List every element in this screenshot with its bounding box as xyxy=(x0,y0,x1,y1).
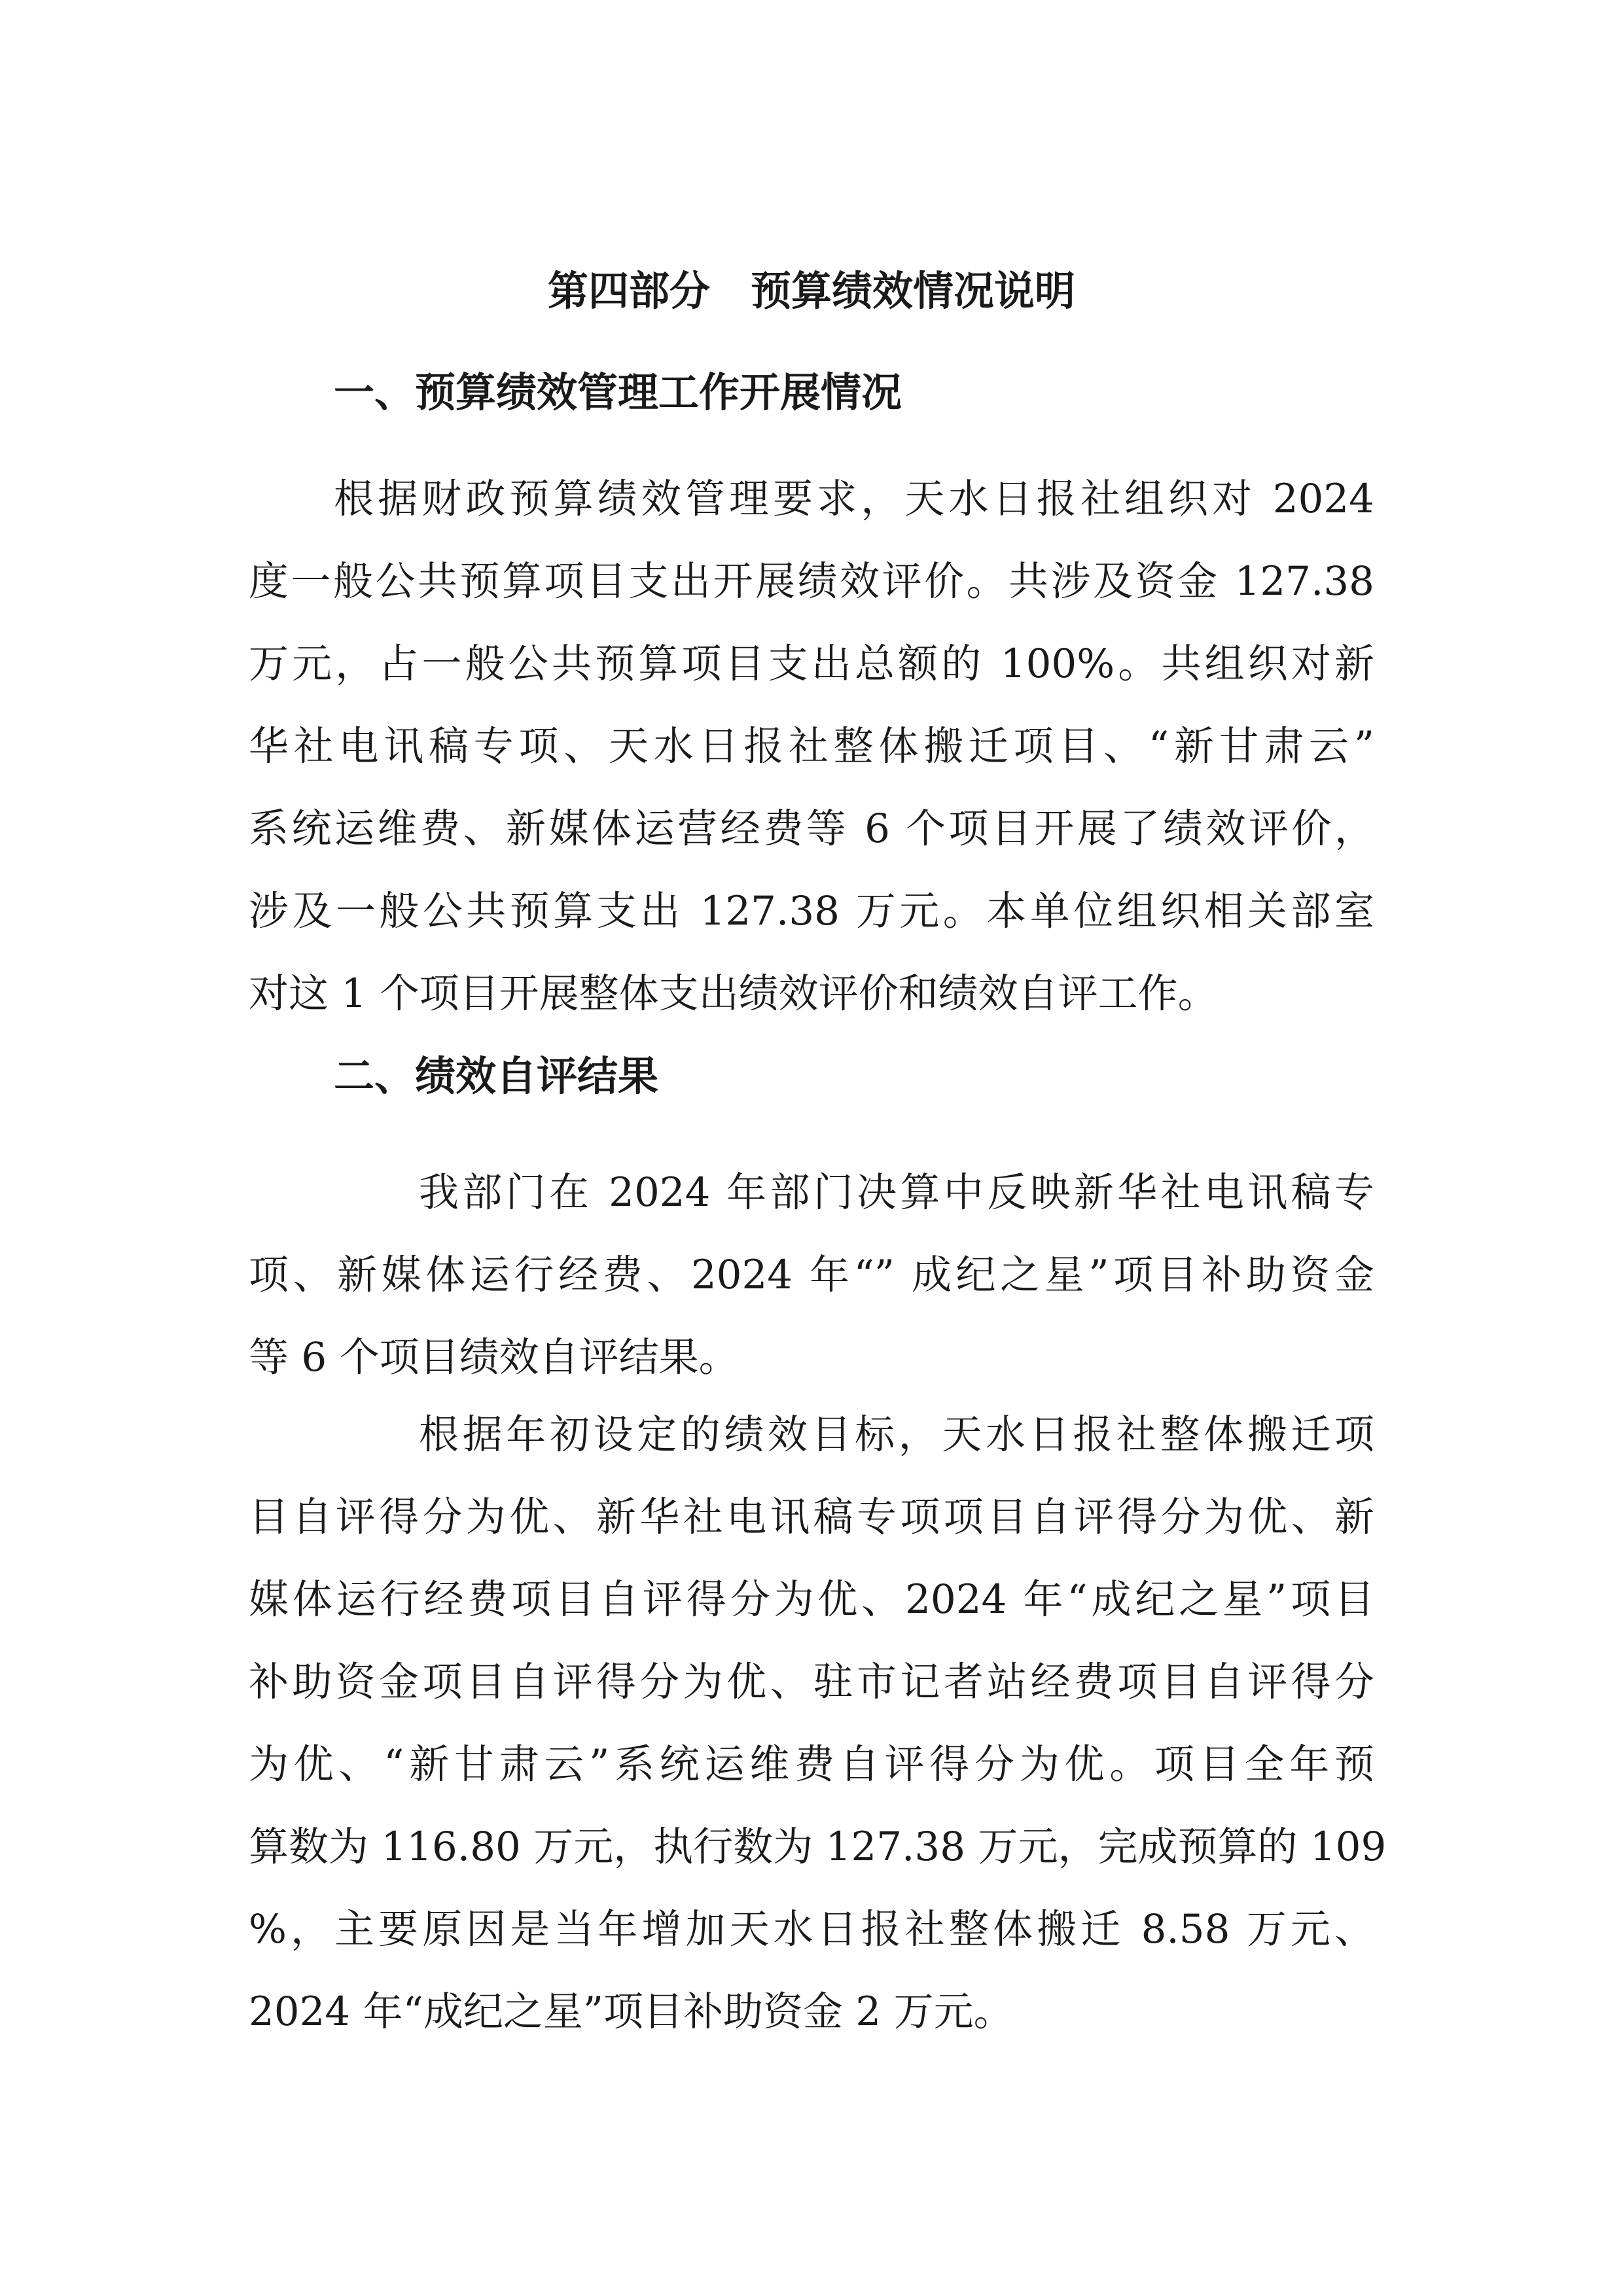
paragraph-line: 等 6 个项目绩效自评结果。 xyxy=(249,1334,739,1381)
paragraph-1 xyxy=(249,458,1374,1035)
paragraph-line: 2024 年“成纪之星”项目补助资金 2 万元。 xyxy=(249,1988,1014,2035)
paragraph-line: 目自评得分为优、新华社电讯稿专项项目自评得分为优、新 xyxy=(249,1494,1374,1540)
paragraph-line: 媒体运行经费项目自评得分为优、2024 年“成纪之星”项目 xyxy=(249,1576,1374,1623)
paragraph-3 xyxy=(249,1394,1387,2053)
paragraph-line: %，主要原因是当年增加天水日报社整体搬迁 8.58 万元、 xyxy=(249,1906,1374,1952)
document-title: 第四部分 预算绩效情况说明 xyxy=(547,267,1075,315)
paragraph-line: 根据年初设定的绩效目标，天水日报社整体搬迁项 xyxy=(419,1411,1374,1458)
paragraph-2 xyxy=(249,1152,1374,1399)
section-heading-2: 二、绩效自评结果 xyxy=(334,1052,659,1100)
paragraph-line: 万元，占一般公共预算项目支出总额的 100%。共组织对新 xyxy=(249,641,1374,687)
paragraph-line: 为优、“新甘肃云”系统运维费自评得分为优。项目全年预 xyxy=(249,1741,1374,1788)
paragraph-line: 对这 1 个项目开展整体支出绩效评价和绩效自评工作。 xyxy=(249,970,1218,1017)
paragraph-line: 根据财政预算绩效管理要求，天水日报社组织对 2024 xyxy=(334,476,1374,522)
paragraph-line: 算数为 116.80 万元，执行数为 127.38 万元，完成预算的 109 xyxy=(249,1824,1387,1870)
section-heading-1: 一、预算绩效管理工作开展情况 xyxy=(334,368,902,416)
paragraph-line: 项、新媒体运行经费、2024 年“” 成纪之星”项目补助资金 xyxy=(249,1252,1374,1298)
paragraph-line: 系统运维费、新媒体运营经费等 6 个项目开展了绩效评价， xyxy=(249,805,1374,852)
paragraph-line: 度一般公共预算项目支出开展绩效评价。共涉及资金 127.38 xyxy=(249,558,1374,605)
paragraph-line: 我部门在 2024 年部门决算中反映新华社电讯稿专 xyxy=(419,1169,1374,1216)
paragraph-line: 华社电讯稿专项、天水日报社整体搬迁项目、“新甘肃云” xyxy=(249,723,1374,769)
paragraph-line: 涉及一般公共预算支出 127.38 万元。本单位组织相关部室 xyxy=(249,888,1374,934)
paragraph-line: 补助资金项目自评得分为优、驻市记者站经费项目自评得分 xyxy=(249,1659,1374,1705)
